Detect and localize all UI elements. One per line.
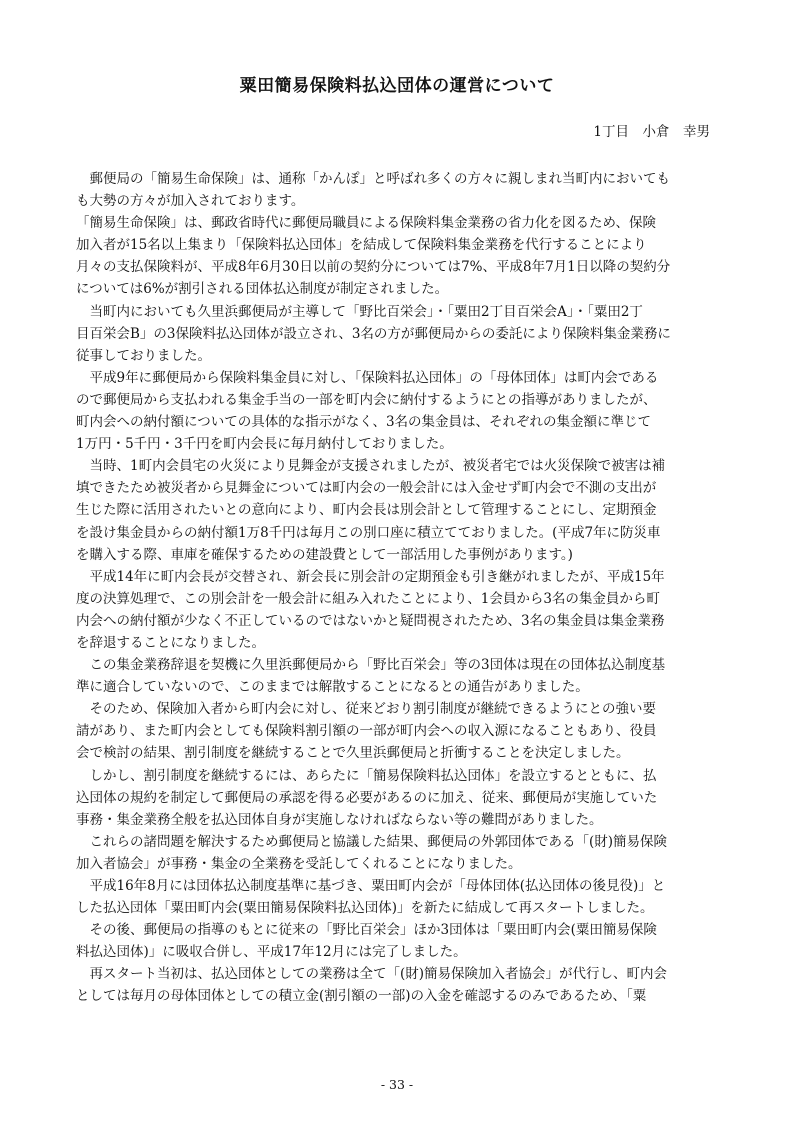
text-line: 1万円・5千円・3千円を町内会長に毎月納付しておりました。 [76, 436, 453, 453]
text-line: 目百栄会B」の3保険料払込団体が設立され、3名の方が郵便局からの委託により保険料集金業務に [76, 325, 671, 342]
text-line: 加入者協会」が事務・集金の全業務を受託してくれることになりました。 [76, 855, 522, 872]
text-line: 料払込団体)」に吸収合併し、平成17年12月には完了しました。 [76, 944, 467, 961]
text-line: その後、郵便局の指導のもとに従来の「野比百栄会」ほか3団体は「粟田町内会(粟田簡易保険 [76, 922, 657, 939]
text-line: 再スタート当初は、払込団体としての業務は全て「(財)簡易保険加入者協会」が代行し、町内会 [76, 966, 668, 983]
text-line: 填できたため被災者から見舞金については町内会の一般会計には入金せず町内会で不測の支出が [76, 480, 657, 497]
text-line: 会で検討の結果、割引制度を継続することで久里浜郵便局と折衝することを決定しました。 [76, 745, 630, 762]
text-line: を設け集金員からの納付額1万8千円は毎月この別口座に積立てておりました。(平成7年に防災車 [76, 524, 661, 541]
text-line: これらの諸問題を解決するため郵便局と協議した結果、郵便局の外郭団体である「(財)簡易保険 [76, 833, 668, 850]
text-line: 平成14年に町内会長が交替され、新会長に別会計の定期預金も引き継がれましたが、平成15年 [76, 568, 665, 585]
text-line: も大勢の方々が加入されております。 [76, 193, 305, 210]
text-line: しかし、割引制度を継続するには、あらたに「簡易保険料払込団体」を設立するとともに、払 [76, 767, 657, 784]
text-line: した払込団体「粟田町内会(粟田簡易保険料払込団体)」を新たに結成して再スタートしました。 [76, 900, 654, 917]
text-line: については6%が割引される団体払込制度が制定されました。 [76, 281, 449, 298]
text-line: そのため、保険加入者から町内会に対し、従来どおり割引制度が継続できるようにとの強い要 [76, 701, 656, 718]
text-line: 事務・集金業務全般を払込団体自身が実施しなければならない等の難問がありました。 [76, 811, 603, 828]
text-line: 郵便局の「簡易生命保険」は、通称「かんぽ」と呼ばれ多くの方々に親しまれ当町内においても [76, 171, 670, 187]
text-line: 従事しておりました。 [76, 347, 211, 364]
text-line: この集金業務辞退を契機に久里浜郵便局から「野比百栄会」等の3団体は現在の団体払込制度基 [76, 657, 666, 674]
text-line: 町内会への納付額についての具体的な指示がなく、3名の集金員は、それぞれの集金額に準じて [76, 414, 652, 431]
text-line: 平成9年に郵便局から保険料集金員に対し、「保険料払込団体」の「母体団体」は町内会である [76, 369, 659, 386]
text-line: としては毎月の母体団体としての積立金(割引額の一部)の入金を確認するのみであるため、「粟 [76, 988, 647, 1005]
author-line: 1丁目 小倉 幸男 [593, 124, 710, 140]
text-line: 度の決算処理で、この別会計を一般会計に組み入れたことにより、1会員から3名の集金員から町 [76, 590, 660, 607]
text-line: を購入する際、車庫を確保するための建設費として一部活用した事例があります。) [76, 546, 573, 563]
text-line: 平成16年8月には団体払込制度基準に基づき、粟田町内会が「母体団体(払込団体の後見役)」と [76, 878, 666, 894]
text-line: 加入者が15名以上集まり「保険料払込団体」を結成して保険料集金業務を代行することにより [76, 237, 647, 254]
text-line: 当時、1町内会員宅の火災により見舞金が支援されましたが、被災者宅では火災保険で被害は補 [76, 458, 666, 475]
page-number: - 33 - [380, 1077, 414, 1092]
text-line: 請があり、また町内会としても保険料割引額の一部が町内会への収入源になることもあり、役員 [76, 723, 657, 740]
text-line: ので郵便局から支払われる集金手当の一部を町内会に納付するようにとの指導がありましたが、 [76, 391, 657, 408]
text-line: 月々の支払保険料が、平成8年6月30日以前の契約分については7%、平成8年7月1日以降の契約分 [76, 259, 671, 276]
text-line: を辞退することになりました。 [76, 634, 265, 651]
text-line: 生じた際に活用されたいとの意向により、町内会長は別会計として管理することにし、定期預金 [76, 502, 657, 519]
text-line: 込団体の規約を制定して郵便局の承認を得る必要があるのに加え、従来、郵便局が実施していた [76, 789, 658, 806]
text-line: 内会への納付額が少なく不正しているのではないかと疑問視されたため、3名の集金員は集金業務 [76, 612, 665, 629]
text-line: 準に適合していないので、このままでは解散することになるとの通告がありました。 [76, 679, 589, 696]
text-line: 当町内においても久里浜郵便局が主導して「野比百栄会」・「粟田2丁目百栄会A」・「粟田2丁 [76, 303, 643, 320]
text-line: 「簡易生命保険」は、郵政省時代に郵便局職員による保険料集金業務の省力化を図るため、保険 [76, 215, 656, 232]
document-title: 粟田簡易保険料払込団体の運営について [239, 76, 555, 96]
body-text [76, 168, 721, 1008]
